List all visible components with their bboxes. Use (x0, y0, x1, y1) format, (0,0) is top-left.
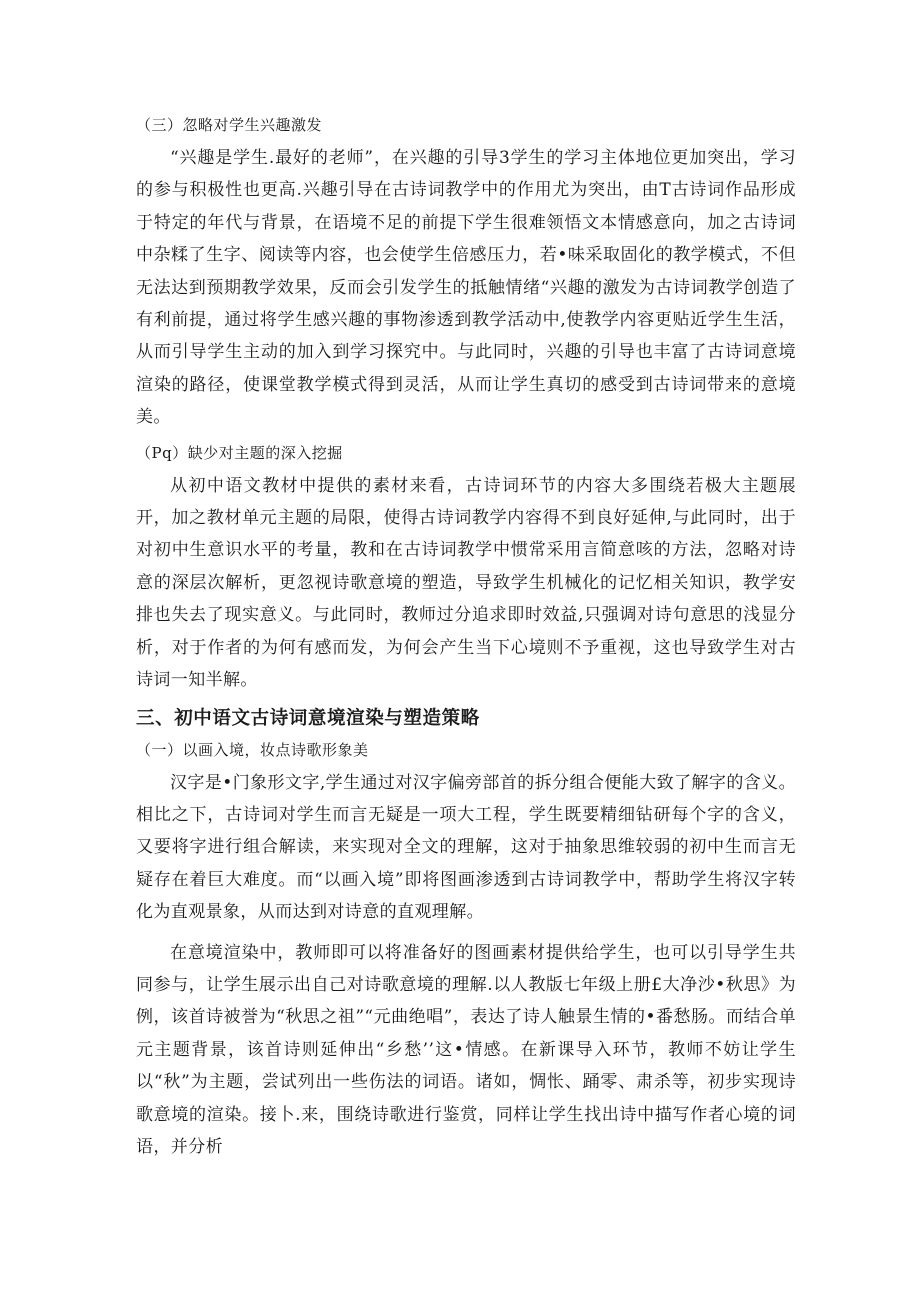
section-heading: 三、初中语文古诗词意境渲染与塑造策略 (136, 707, 480, 729)
body-paragraph: 从初中语文教材中提供的素材来看，古诗词环节的内容大多围绕若极大主题展开，加之教材单元主题的局限，使得古诗词教学内容得不到良好延伸,与此同时，出于对初中生意识水平的考量，教和在古诗词教学中惯常采用言简意咳的方法，忽略对诗意的深层次解析，更忽视诗歌意境的塑造，导致学生机械化的记忆相关知识，教学安排也失去了现实意义。与此同时，教师过分追求即时效益,只强调对诗句意思的浅显分析，对于作者的为何有感而发，为何会产生当下心境则不予重视，这也导致学生对古诗词一知半解。 (136, 475, 796, 691)
body-paragraph: 汉字是•门象形文字,学生通过对汉字偏旁部首的拆分组合便能大致了解字的含义。相比之下，古诗词对学生而言无疑是一项大工程，学生既要精细钻研每个字的含义，又要将字进行组合解读，来实现对全文的理解，这对于抽象思维较弱的初中生而言无疑存在着巨大难度。而“以画入境”即将图画渗透到古诗词教学中，帮助学生将汉字转化为直观景象，从而达到对诗意的直观理解。 (136, 772, 796, 923)
document-page (136, 114, 796, 1171)
body-paragraph: “兴趣是学生.最好的老师”，在兴趣的引导3学生的学习主体地位更加突出，学习的参与积极性也更高.兴趣引导在古诗词教学中的作用尤为突出，由T古诗词作品形成于特定的年代与背景，在语境不足的前提下学生很难领悟文本情感意向，加之古诗词中杂糅了生字、阅读等内容，也会使学生倍感压力，若•味采取固化的教学模式，不但无法达到预期教学效果，反而会引发学生的抵触情绪“兴趣的激发为古诗词教学创造了有利前提，通过将学生感兴趣的事物渗透到教学活动中,使教学内容更贴近学生生活，从而引导学生主动的加入到学习探究中。与此同时，兴趣的引导也丰富了古诗词意境渲染的路径，使课堂教学模式得到灵活，从而让学生真切的感受到古诗词带来的意境美。 (136, 148, 796, 428)
subsection-heading: （Pq）缺少对主题的深入挖掘 (136, 443, 343, 462)
subsection-heading: （一）以画入境，妆点诗歌形象美 (136, 740, 369, 759)
subsection-heading: （三）忽略对学生兴趣激发 (136, 116, 323, 134)
body-paragraph: 在意境渲染中，教师即可以将准备好的图画素材提供给学生，也可以引导学生共同参与，让学生展示出自己对诗歌意境的理解.以人教版七年级上册£大净沙•秋思》为例，该首诗被誉为“秋思之祖”“元曲绝唱”，表达了诗人触景生情的•番愁肠。而结合单元主题背景，该首诗则延伸出“乡愁’’这•情感。在新课导入环节，教师不妨让学生以“秋”为主题，尝试列出一些伤法的词语。诸如，惆怅、踊零、肃杀等，初步实现诗歌意境的渲染。接卜.来，围绕诗歌进行鉴赏，同样让学生找出诗中描写作者心境的词语，并分析 (136, 942, 796, 1157)
